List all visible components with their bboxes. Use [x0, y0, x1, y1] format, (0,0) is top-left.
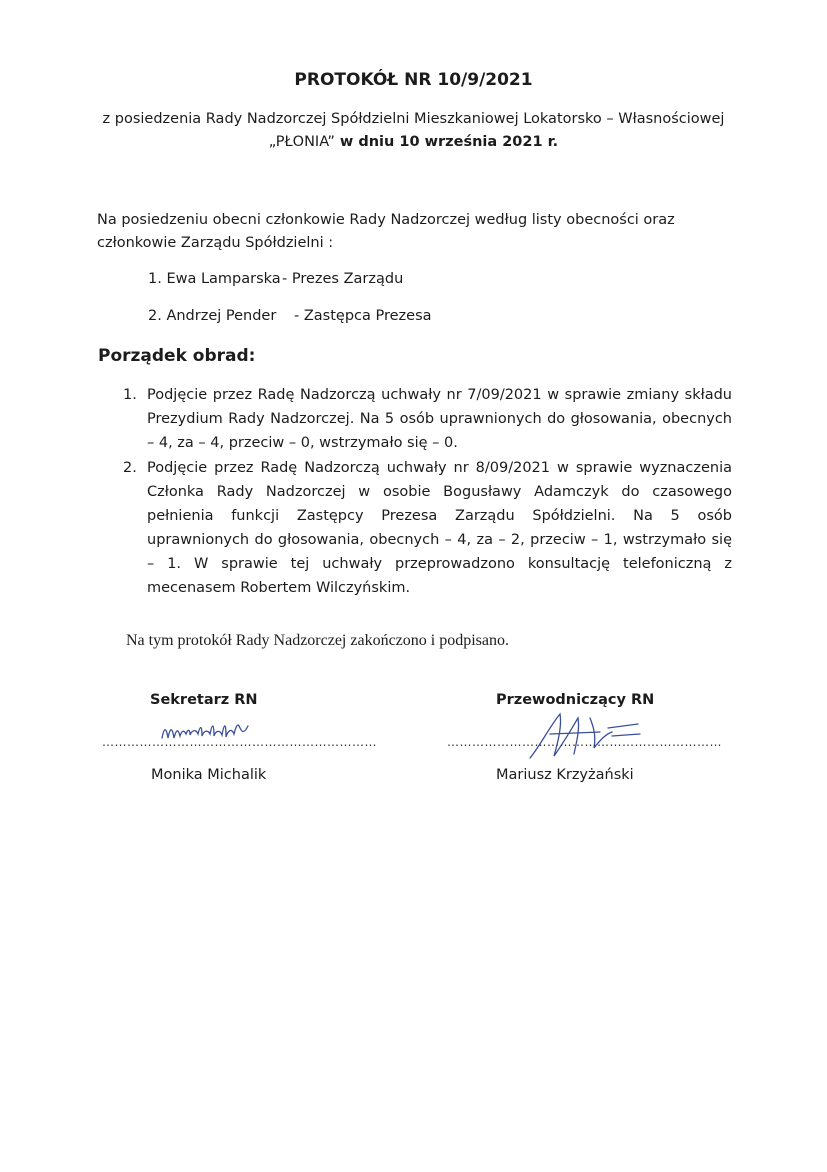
member-name: 1. Ewa Lamparska: [148, 271, 281, 287]
agenda-heading: Porządek obrad:: [98, 346, 256, 366]
agenda-item-text: Podjęcie przez Radę Nadzorczą uchwały nr 7/09/2021 w sprawie zmiany składu Prezydium Rady Nadzorczej. Na 5 osób uprawnionych do głosowania, obecnych – 4, za – 4, przeciw – 0, wstrzymało się – 0.: [147, 387, 732, 451]
agenda-item-text: Podjęcie przez Radę Nadzorczą uchwały nr 8/09/2021 w sprawie wyznaczenia Członka Rady Nadzorczej w osobie Bogusławy Adamczyk do czasowego pełnienia funkcji Zastępcy Prezesa Zarządu Spółdzielni. Na 5 osób uprawnionych do głosowania, obecnych – 4, za – 2, przeciw – 1, wstrzymało się – 1. W sprawie tej uchwały przeprowadzono konsultację telefoniczną z mecenasem Robertem Wilczyńskim.: [147, 460, 732, 596]
chairman-name: Mariusz Krzyżański: [496, 767, 634, 783]
member-name: 2. Andrzej Pender: [148, 308, 277, 324]
secretary-label: Sekretarz RN: [150, 692, 258, 708]
intro-paragraph: Na posiedzeniu obecni członkowie Rady Nadzorczej według listy obecności oraz członkowie Zarządu Spółdzielni :: [97, 212, 675, 251]
subtitle-line-2: [0, 134, 827, 150]
member-role: - Prezes Zarządu: [282, 271, 404, 287]
document-title: PROTOKÓŁ NR 10/9/2021: [294, 70, 533, 90]
secretary-name: Monika Michalik: [151, 767, 267, 783]
agenda-item: [123, 383, 732, 455]
chairman-signature-line: …………………………………………………………: [447, 735, 722, 749]
member-row: [148, 271, 548, 291]
member-role: - Zastępca Prezesa: [294, 308, 432, 324]
agenda-item: [123, 456, 732, 600]
agenda-list: [123, 383, 732, 601]
meeting-date: w dniu 10 września 2021 r.: [334, 134, 559, 150]
agenda-item-number: 1.: [123, 387, 137, 403]
subtitle-line-1: z posiedzenia Rady Nadzorczej Spółdzielni Mieszkaniowej Lokatorsko – Własnościowej: [102, 111, 725, 127]
secretary-signature-line: …………………………………………………………: [102, 735, 377, 749]
member-row: [148, 308, 548, 328]
cooperative-name: „PŁONIA”: [268, 134, 335, 150]
agenda-item-number: 2.: [123, 460, 137, 476]
chairman-label: Przewodniczący RN: [496, 692, 655, 708]
closing-statement: Na tym protokół Rady Nadzorczej zakończono i podpisano.: [126, 632, 509, 649]
